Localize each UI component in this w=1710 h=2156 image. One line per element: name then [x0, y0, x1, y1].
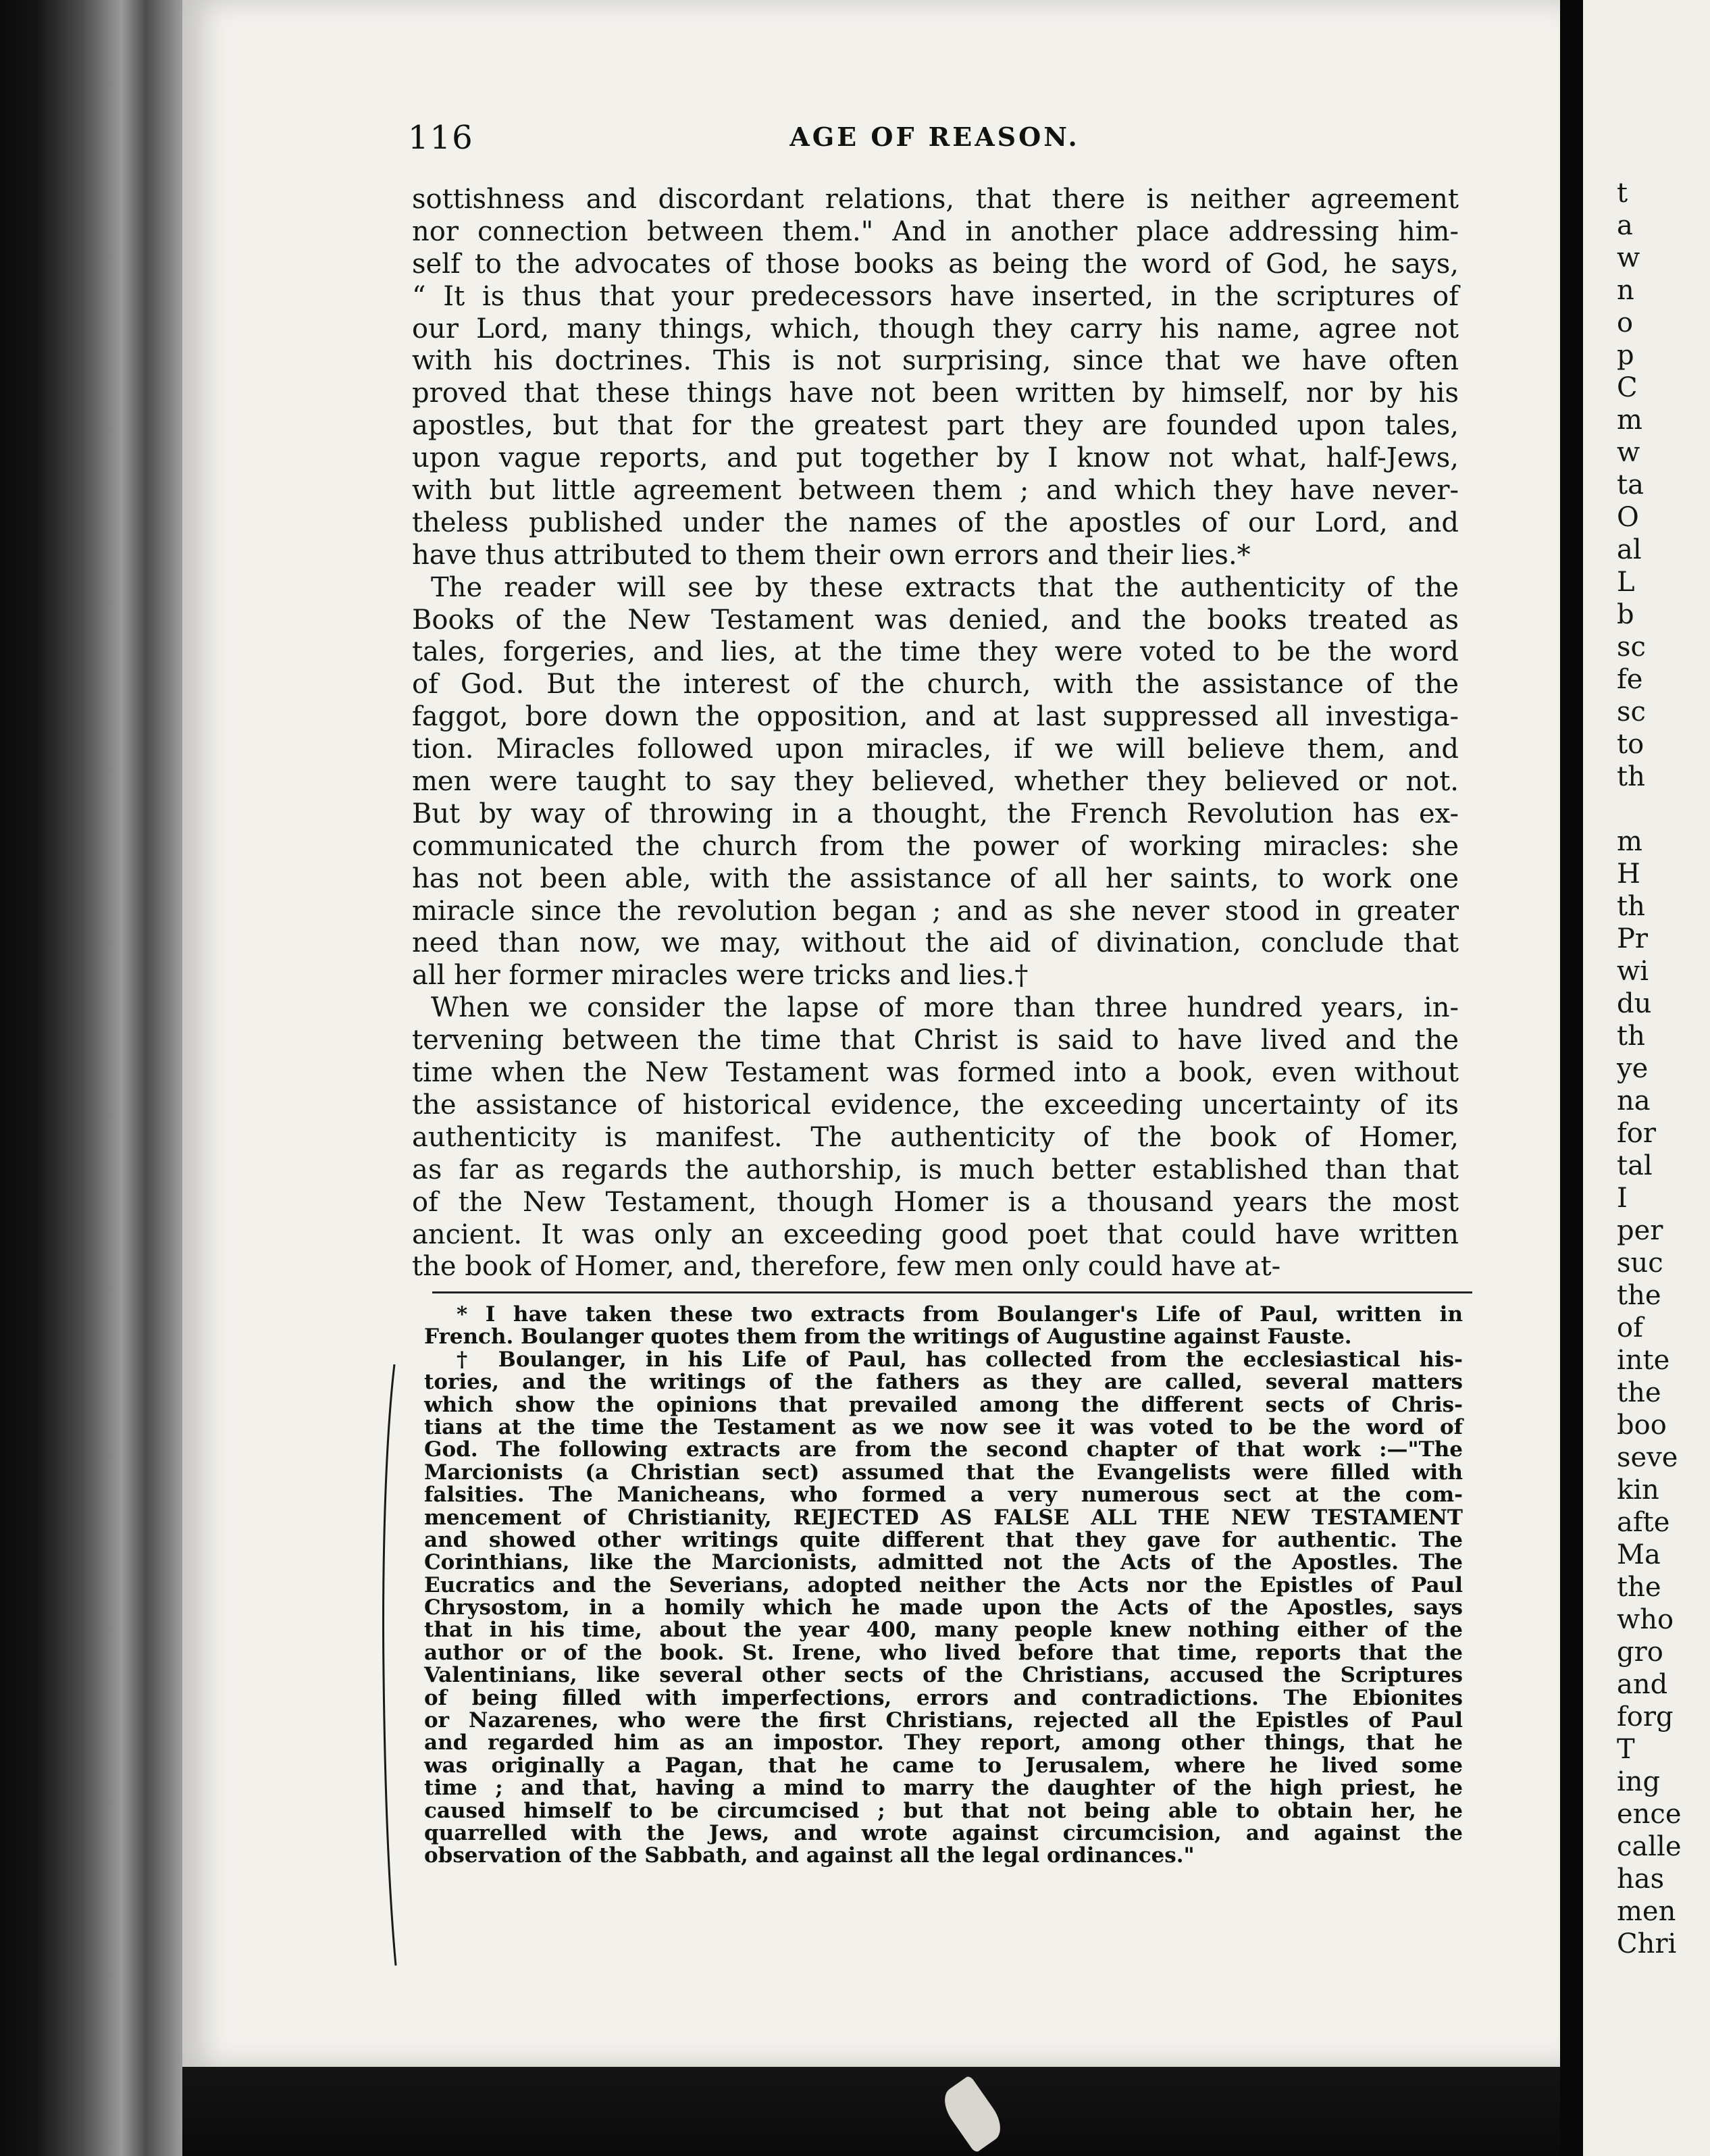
footnote-line: which show the opinions that prevailed among the different sects of Chris-	[424, 1392, 1463, 1417]
facing-page-fragment: has	[1617, 1864, 1665, 1895]
facing-page-fragment: L	[1617, 567, 1635, 598]
facing-page-fragment: O	[1617, 502, 1639, 533]
facing-page-fragment: H	[1617, 858, 1640, 890]
facing-page-text	[1617, 177, 1710, 1960]
facing-page-fragment: the	[1617, 1572, 1661, 1603]
footnote-line: tians at the time the Testament as we now see it was voted to be the word of	[424, 1414, 1463, 1439]
facing-page-fragment: ye	[1617, 1053, 1649, 1084]
facing-page-fragment: m	[1617, 405, 1642, 436]
facing-page-fragment: inte	[1617, 1345, 1670, 1376]
text-line: the book of Homer, and, therefore, few men only could have at-	[412, 1251, 1281, 1283]
facing-page-fragment: C	[1617, 372, 1638, 403]
facing-page-fragment: na	[1617, 1085, 1651, 1116]
text-line: proved that these things have not been written by himself, nor by his	[412, 378, 1459, 409]
text-line: of God. But the interest of the church, with the assistance of the	[412, 669, 1459, 700]
text-line: need than now, we may, without the aid of divination, conclude that	[412, 927, 1459, 959]
facing-page-fragment: I	[1617, 1183, 1628, 1214]
facing-page-fragment: per	[1617, 1215, 1663, 1246]
facing-page-fragment: a	[1617, 210, 1633, 241]
text-line: The reader will see by these extracts that the authenticity of the	[431, 571, 1459, 603]
facing-page-fragment: of	[1617, 1312, 1643, 1343]
facing-page-fragment: sc	[1617, 696, 1646, 727]
facing-page-fragment: fe	[1617, 664, 1643, 695]
footnote-line: Marcionists (a Christian sect) assumed that the Evangelists were filled with	[424, 1460, 1463, 1485]
footnote-line: and showed other writings quite different that they gave for authentic. The	[424, 1527, 1463, 1552]
text-line: our Lord, many things, which, though they carry his name, agree not	[412, 313, 1459, 344]
text-line: sottishness and discordant relations, that there is neither agreement	[412, 184, 1459, 215]
footnote-line: tories, and the writings of the fathers as they are called, several matters	[424, 1370, 1463, 1395]
footnotes-block	[424, 1304, 1463, 1868]
text-line: time when the New Testament was formed into a book, even without	[412, 1057, 1459, 1089]
facing-page-fragment: boo	[1617, 1410, 1667, 1441]
text-line: the assistance of historical evidence, the exceeding uncertainty of its	[412, 1089, 1459, 1121]
text-line: has not been able, with the assistance of all her saints, to work one	[412, 863, 1459, 894]
facing-page-fragment: th	[1617, 1021, 1645, 1052]
text-line: communicated the church from the power of working miracles: she	[412, 830, 1459, 862]
facing-page-fragment: du	[1617, 988, 1652, 1019]
text-line: upon vague reports, and put together by I know not what, half-Jews,	[412, 442, 1459, 474]
footnote-line: or Nazarenes, who were the first Christians, rejected all the Epistles of Paul	[424, 1708, 1463, 1733]
text-line: tervening between the time that Christ is said to have lived and the	[412, 1025, 1459, 1056]
text-line: theless published under the names of the apostles of our Lord, and	[412, 507, 1459, 538]
text-line: with his doctrines. This is not surprising, since that we have often	[412, 345, 1459, 377]
facing-page-fragment: afte	[1617, 1507, 1670, 1538]
text-line: all her former miracles were tricks and lies.†	[412, 960, 1029, 992]
text-line: men were taught to say they believed, whether they believed or not.	[412, 766, 1459, 798]
facing-page-fragment: ence	[1617, 1799, 1682, 1830]
facing-page-fragment: p	[1617, 340, 1634, 371]
text-line: miracle since the revolution began ; and as she never stood in greater	[412, 895, 1459, 927]
handwritten-margin-bracket	[380, 1364, 400, 1966]
scan-bottom-edge	[182, 2067, 1560, 2156]
text-line: faggot, bore down the opposition, and at last suppressed all investiga-	[412, 701, 1459, 733]
facing-page-fragment: th	[1617, 891, 1645, 922]
facing-page-fragment: calle	[1617, 1831, 1682, 1862]
footnote-line: God. The following extracts are from the second chapter of that work :—"The	[424, 1437, 1463, 1462]
text-line: authenticity is manifest. The authenticity of the book of Homer,	[412, 1121, 1459, 1153]
text-line: Books of the New Testament was denied, and the books treated as	[412, 604, 1459, 636]
text-line: But by way of throwing in a thought, the French Revolution has ex-	[412, 798, 1459, 829]
facing-page-fragment: gro	[1617, 1637, 1663, 1668]
facing-page-fragment: suc	[1617, 1248, 1663, 1279]
book-binding-edge	[0, 0, 203, 2156]
facing-page-fragment: b	[1617, 599, 1634, 630]
facing-page-fragment: men	[1617, 1896, 1676, 1927]
footnote-line: that in his time, about the year 400, many people knew nothing either of the	[424, 1618, 1463, 1643]
text-line: apostles, but that for the greatest part they are founded upon tales,	[412, 410, 1459, 442]
footnote-line: Corinthians, like the Marcionists, admitted not the Acts of the Apostles. The	[424, 1550, 1463, 1575]
footnote-line: Eucratics and the Severians, adopted neither the Acts nor the Epistles of Paul	[424, 1572, 1463, 1597]
facing-page-fragment: sc	[1617, 632, 1646, 663]
facing-page-fragment: m	[1617, 826, 1642, 857]
facing-page-fragment: to	[1617, 729, 1644, 760]
facing-page-gap	[1617, 793, 1710, 825]
text-line: have thus attributed to them their own errors and their lies.*	[412, 539, 1251, 571]
facing-page-fragment: the	[1617, 1280, 1661, 1311]
footnote-line: French. Boulanger quotes them from the writings of Augustine against Fauste.	[424, 1325, 1352, 1350]
facing-page-fragment: w	[1617, 242, 1640, 274]
facing-page-fragment: th	[1617, 761, 1645, 792]
facing-page-fragment: who	[1617, 1604, 1674, 1635]
facing-page-fragment: T	[1617, 1734, 1635, 1765]
footnote-line: and regarded him as an impostor. They report, among other things, that he	[424, 1730, 1463, 1755]
page-number: 116	[408, 119, 474, 157]
text-line: self to the advocates of those books as being the word of God, he says,	[412, 248, 1459, 280]
footnote-line: caused himself to be circumcised ; but that not being able to obtain her, he	[424, 1798, 1463, 1823]
footnote-separator	[432, 1291, 1472, 1293]
text-line: with but little agreement between them ; and which they have never-	[412, 475, 1459, 507]
facing-page-fragment: forg	[1617, 1701, 1674, 1732]
running-title: AGE OF REASON.	[789, 122, 1080, 152]
text-line: as far as regards the authorship, is much better established than that	[412, 1154, 1459, 1185]
facing-page-fragment: tal	[1617, 1150, 1653, 1181]
footnote-line: Valentinians, like several other sects of the Christians, accused the Scriptures	[424, 1663, 1463, 1688]
text-line: tion. Miracles followed upon miracles, if we will believe them, and	[412, 734, 1459, 765]
facing-page-fragment: w	[1617, 437, 1640, 468]
footnote-line: time ; and that, having a mind to marry the daughter of the high priest, he	[424, 1776, 1463, 1801]
facing-page-fragment: and	[1617, 1669, 1668, 1700]
facing-page-fragment: o	[1617, 307, 1634, 338]
footnote-line: mencement of Christianity, REJECTED AS FALSE ALL THE NEW TESTAMENT	[424, 1505, 1463, 1530]
footnote-line: was originally a Pagan, that he came to Jerusalem, where he lived some	[424, 1753, 1463, 1778]
footnote-line: observation of the Sabbath, and against all the legal ordinances."	[424, 1843, 1195, 1868]
facing-page-fragment: Pr	[1617, 923, 1649, 954]
facing-page-fragment: n	[1617, 275, 1634, 306]
text-line: When we consider the lapse of more than three hundred years, in-	[431, 992, 1459, 1024]
facing-page-fragment: for	[1617, 1118, 1657, 1149]
facing-page-fragment: t	[1617, 178, 1628, 209]
facing-page-fragment: al	[1617, 534, 1642, 565]
facing-page-fragment: kin	[1617, 1474, 1659, 1506]
footnote-line: * I have taken these two extracts from Boulanger's Life of Paul, written in	[457, 1302, 1463, 1327]
footnote-line: of being filled with imperfections, errors and contradictions. The Ebionites	[424, 1685, 1463, 1710]
footnote-line: Chrysostom, in a homily which he made upon the Acts of the Apostles, says	[424, 1595, 1463, 1620]
main-text-block	[412, 184, 1459, 1283]
text-line: of the New Testament, though Homer is a thousand years the most	[412, 1186, 1459, 1218]
facing-page-fragment: Chri	[1617, 1928, 1677, 1959]
text-line: tales, forgeries, and lies, at the time they were voted to be the word	[412, 636, 1459, 668]
text-line: ancient. It was only an exceeding good poet that could have written	[412, 1218, 1459, 1250]
facing-page-fragment: ta	[1617, 469, 1644, 500]
facing-page-fragment: ing	[1617, 1766, 1661, 1797]
footnote-line: † Boulanger, in his Life of Paul, has collected from the ecclesiastical his-	[457, 1347, 1463, 1372]
footnote-line: falsities. The Manicheans, who formed a very numerous sect at the com-	[424, 1483, 1463, 1508]
facing-page-fragment: wi	[1617, 956, 1649, 987]
text-line: “ It is thus that your predecessors have inserted, in the scriptures of	[412, 280, 1459, 312]
footnote-line: author or of the book. St. Irene, who lived before that time, reports that the	[424, 1640, 1463, 1665]
page-header	[408, 119, 1461, 159]
text-line: nor connection between them." And in another place addressing him-	[412, 215, 1459, 247]
footnote-line: quarrelled with the Jews, and wrote against circumcision, and against the	[424, 1820, 1463, 1845]
facing-page-fragment: Ma	[1617, 1539, 1661, 1570]
facing-page-fragment: seve	[1617, 1442, 1678, 1473]
book-gutter	[1560, 0, 1583, 2156]
facing-page-fragment: the	[1617, 1377, 1661, 1408]
